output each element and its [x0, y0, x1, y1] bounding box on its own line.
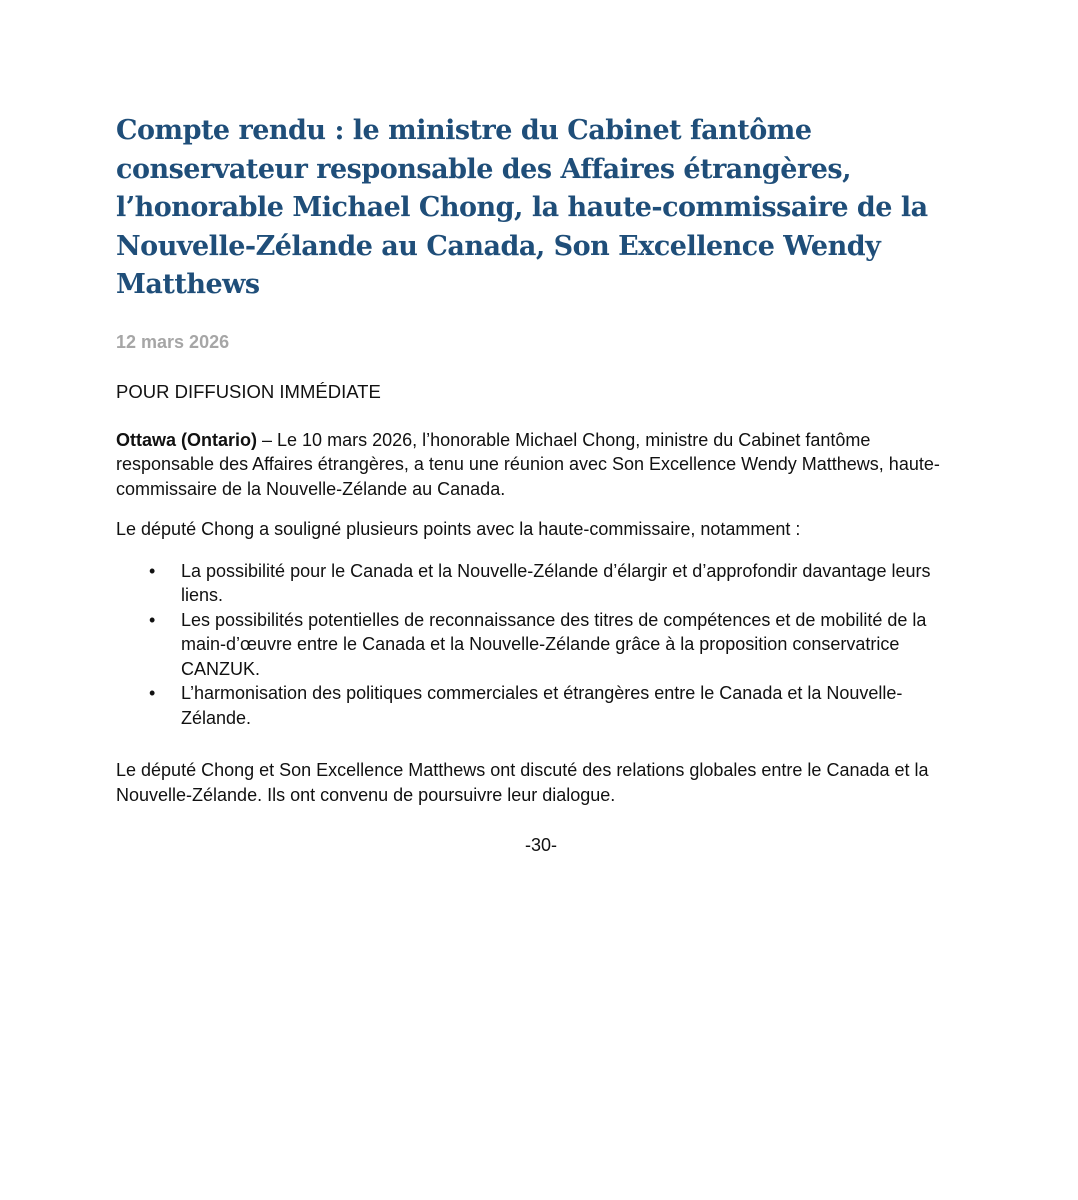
- list-item: [116, 559, 966, 608]
- bullet-icon: •: [149, 609, 156, 630]
- list-item-text: L’harmonisation des politiques commerciales et étrangères entre le Canada et la Nouvelle-Zélande.: [181, 683, 903, 728]
- dateline-location: Ottawa (Ontario): [116, 429, 258, 450]
- bullet-icon: •: [149, 683, 156, 703]
- list-item: [116, 681, 966, 730]
- page-title: Compte rendu : le ministre du Cabinet fantôme conservateur responsable des Affaires étrangères, l’honorable Michael Chong, la haute-commissaire de la Nouvelle-Zélande au Canada, Son Excellence Wendy Matthews: [116, 115, 928, 300]
- list-item-text: La possibilité pour le Canada et la Nouvelle-Zélande d’élargir et d’approfondir davantage leurs liens.: [181, 560, 931, 605]
- bullet-icon: •: [149, 560, 156, 581]
- bullet-list: [116, 559, 966, 731]
- list-item: [116, 608, 966, 682]
- closing-paragraph: Le député Chong et Son Excellence Matthews ont discuté des relations globales entre le Canada et la Nouvelle-Zélande. Ils ont convenu de poursuivre leur dialogue.: [116, 760, 929, 805]
- end-marker: -30-: [524, 835, 557, 855]
- document-content: [116, 112, 966, 857]
- intro-text: – Le 10 mars 2026, l’honorable Michael Chong, ministre du Cabinet fantôme responsable des Affaires étrangères, a tenu une réunion avec Son Excellence Wendy Matthews, haute-commissaire de la Nouvelle-Zélande au Canada.: [116, 429, 940, 499]
- list-item-text: Les possibilités potentielles de reconnaissance des titres de compétences et de mobilité de la main-d’œuvre entre le Canada et la Nouvelle-Zélande grâce à la proposition conservatrice CANZUK.: [181, 609, 927, 679]
- release-label: POUR DIFFUSION IMMÉDIATE: [116, 380, 381, 402]
- intro-paragraph: [116, 428, 966, 502]
- lead-in-paragraph: Le député Chong a souligné plusieurs points avec la haute-commissaire, notamment :: [116, 519, 801, 539]
- release-date: 12 mars 2026: [116, 331, 230, 352]
